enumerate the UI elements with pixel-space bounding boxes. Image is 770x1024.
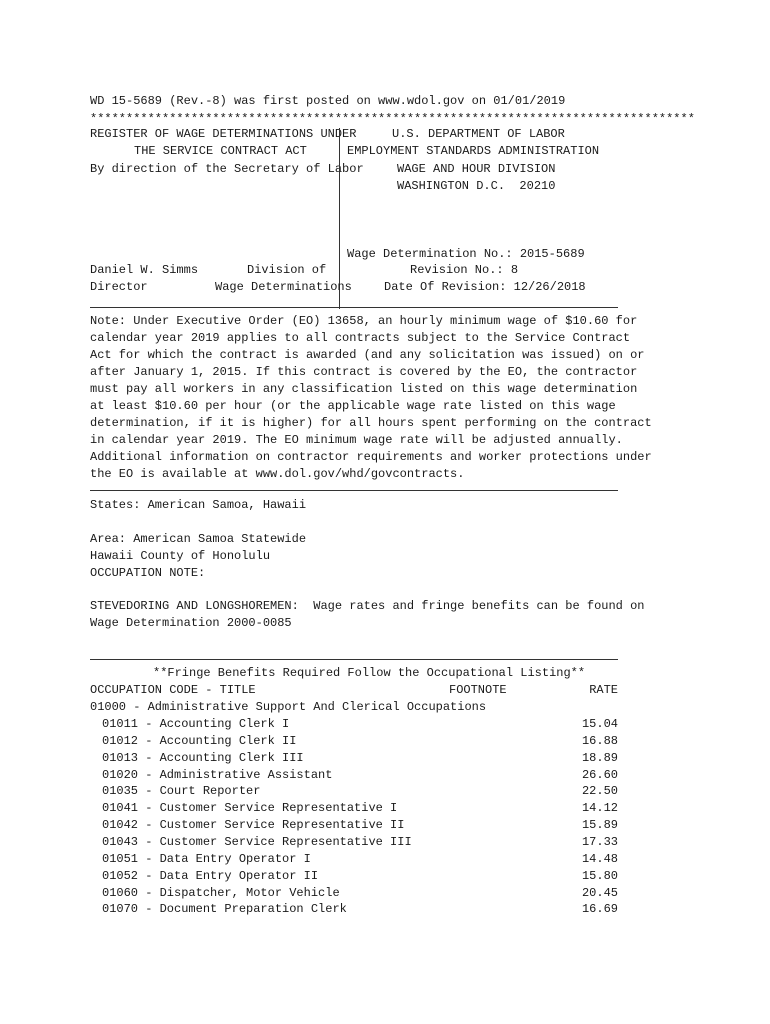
administration-name: EMPLOYMENT STANDARDS ADMINISTRATION xyxy=(347,144,600,158)
wd-number: Wage Determination No.: 2015-5689 xyxy=(347,247,585,261)
occupation-rate: 14.12 xyxy=(581,801,618,815)
note-line: must pay all workers in any classification listed on this wage determination xyxy=(90,382,638,396)
occupation-rate: 15.80 xyxy=(581,869,618,883)
note-line: Note: Under Executive Order (EO) 13658, an hourly minimum wage of $10.60 for xyxy=(90,314,638,328)
location: WASHINGTON D.C. 20210 xyxy=(397,179,556,193)
note-line: Additional information on contractor requirements and worker protections under xyxy=(90,450,652,464)
stevedoring-note: STEVEDORING AND LONGSHOREMEN: Wage rates and fringe benefits can be found on xyxy=(90,599,645,613)
occupation-note-label: OCCUPATION NOTE: xyxy=(90,566,206,580)
division-label-1: Division of xyxy=(247,263,327,277)
note-line: in calendar year 2019. The EO minimum wage rate will be adjusted annually. xyxy=(90,433,623,447)
states-line: States: American Samoa, Hawaii xyxy=(90,498,307,512)
occupation-rate: 15.89 xyxy=(581,818,618,832)
occupation-title: 01052 - Data Entry Operator II xyxy=(102,869,319,883)
division-label-2: Wage Determinations xyxy=(215,280,352,294)
note-line: Act for which the contract is awarded (and any solicitation was issued) on or xyxy=(90,348,645,362)
col-header-rate: RATE xyxy=(589,683,618,697)
occupation-rate: 26.60 xyxy=(581,768,618,782)
area-county: Hawaii County of Honolulu xyxy=(90,549,271,563)
note-line: at least $10.60 per hour (or the applicable wage rate listed on this wage xyxy=(90,399,616,413)
register-subtitle: THE SERVICE CONTRACT ACT xyxy=(134,144,307,158)
table-rule xyxy=(90,659,618,660)
note-line: the EO is available at www.dol.gov/whd/govcontracts. xyxy=(90,467,465,481)
occupation-rate: 16.88 xyxy=(581,734,618,748)
fringe-note: **Fringe Benefits Required Follow the Occupational Listing** xyxy=(153,666,586,680)
occupation-rate: 17.33 xyxy=(581,835,618,849)
occupation-title: 01042 - Customer Service Representative II xyxy=(102,818,405,832)
col-header-occupation: OCCUPATION CODE - TITLE xyxy=(90,683,256,697)
revision-date: Date Of Revision: 12/26/2018 xyxy=(384,280,586,294)
occupation-rate: 16.69 xyxy=(581,902,618,916)
occupation-title: 01043 - Customer Service Representative III xyxy=(102,835,412,849)
occupation-title: 01012 - Accounting Clerk II xyxy=(102,734,297,748)
occupation-title: 01060 - Dispatcher, Motor Vehicle xyxy=(102,886,340,900)
occupation-title: 01013 - Accounting Clerk III xyxy=(102,751,304,765)
occupation-rate: 20.45 xyxy=(581,886,618,900)
department-name: U.S. DEPARTMENT OF LABOR xyxy=(392,127,565,141)
occupation-title: 01041 - Customer Service Representative I xyxy=(102,801,398,815)
col-header-footnote: FOOTNOTE xyxy=(449,683,507,697)
secretary-line: By direction of the Secretary of Labor xyxy=(90,162,364,176)
note-rule xyxy=(90,490,618,491)
division-name: WAGE AND HOUR DIVISION xyxy=(397,162,556,176)
register-title: REGISTER OF WAGE DETERMINATIONS UNDER xyxy=(90,127,357,141)
header-rule xyxy=(90,307,618,308)
occupation-rate: 18.89 xyxy=(581,751,618,765)
occupation-title: 01070 - Document Preparation Clerk xyxy=(102,902,347,916)
occupation-group: 01000 - Administrative Support And Clerical Occupations xyxy=(90,700,487,714)
occupation-rate: 15.04 xyxy=(581,717,618,731)
note-line: determination, if it is higher) for all hours spent performing on the contract xyxy=(90,416,652,430)
note-line: calendar year 2019 applies to all contracts subject to the Service Contract xyxy=(90,331,631,345)
posting-header: WD 15-5689 (Rev.-8) was first posted on www.wdol.gov on 01/01/2019 xyxy=(90,94,566,108)
star-separator: ************************************************************************************ xyxy=(90,112,695,126)
director-title: Director xyxy=(90,280,148,294)
stevedoring-note-cont: Wage Determination 2000-0085 xyxy=(90,616,292,630)
occupation-title: 01051 - Data Entry Operator I xyxy=(102,852,311,866)
revision-number: Revision No.: 8 xyxy=(410,263,519,277)
note-line: after January 1, 2015. If this contract is covered by the EO, the contractor xyxy=(90,365,638,379)
area-line: Area: American Samoa Statewide xyxy=(90,532,307,546)
occupation-rate: 22.50 xyxy=(581,784,618,798)
occupation-rate: 14.48 xyxy=(581,852,618,866)
occupation-title: 01020 - Administrative Assistant xyxy=(102,768,333,782)
occupation-title: 01011 - Accounting Clerk I xyxy=(102,717,290,731)
director-name: Daniel W. Simms xyxy=(90,263,199,277)
occupation-title: 01035 - Court Reporter xyxy=(102,784,261,798)
